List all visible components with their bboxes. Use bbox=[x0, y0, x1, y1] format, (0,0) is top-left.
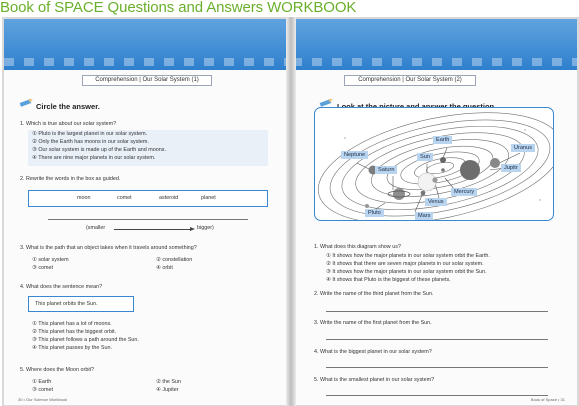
question-3: 3. Write the name of the first planet from the Sun. bbox=[314, 320, 432, 326]
question-1: 1. Which is true about our solar system? bbox=[20, 121, 117, 127]
option[interactable]: ④ It shows that Pluto is the biggest of these planets. bbox=[326, 277, 451, 283]
word: moon bbox=[77, 195, 91, 201]
answer-line[interactable] bbox=[326, 339, 548, 340]
label-pluto: Pluto bbox=[365, 209, 384, 217]
label-mars: Mars bbox=[415, 212, 433, 220]
smaller-label: (smaller bbox=[86, 225, 106, 231]
answer-line bbox=[48, 219, 248, 220]
bigger-label: bigger) bbox=[197, 225, 214, 231]
option[interactable]: ① This planet has a lot of moons. bbox=[32, 321, 112, 327]
answer-line[interactable] bbox=[326, 311, 548, 312]
option[interactable]: ③ comet bbox=[32, 387, 54, 393]
workbook-spread bbox=[2, 17, 579, 406]
arrow-head-icon bbox=[190, 227, 195, 231]
sentence: This planet orbits the Sun. bbox=[35, 301, 98, 307]
jupiter-icon bbox=[460, 160, 480, 180]
option[interactable]: ① solar system bbox=[32, 257, 69, 263]
word-box bbox=[28, 190, 268, 207]
solar-system-diagram bbox=[314, 107, 554, 221]
book-spine bbox=[286, 17, 296, 406]
pluto-icon bbox=[365, 204, 369, 208]
option[interactable]: ② Only the Earth has moons in our solar system. bbox=[32, 139, 149, 145]
label-neptune: Neptune bbox=[341, 151, 368, 159]
option[interactable]: ① It shows how the major planets in our solar system orbit the Earth. bbox=[326, 253, 490, 259]
question-3: 3. What is the path that an object takes when it travels around something? bbox=[20, 245, 197, 251]
pencil-icon bbox=[20, 99, 34, 106]
question-5: 5. What is the smallest planet in our solar system? bbox=[314, 377, 435, 383]
banner-title: Book of SPACE Questions and Answers WORKBOOK bbox=[0, 0, 357, 16]
venus-icon bbox=[432, 177, 437, 182]
label-earth: Earth bbox=[433, 136, 452, 144]
label-sun: Sun bbox=[417, 153, 433, 161]
option[interactable]: ④ This planet passes by the Sun. bbox=[32, 345, 112, 351]
star-icon bbox=[344, 137, 345, 138]
left-page bbox=[4, 19, 290, 405]
uranus-icon bbox=[490, 158, 500, 168]
mars-icon bbox=[421, 191, 426, 196]
direction-arrow bbox=[114, 229, 190, 230]
option[interactable]: ④ Jupiter bbox=[156, 387, 179, 393]
option[interactable]: ② This planet has the biggest orbit. bbox=[32, 329, 117, 335]
label-mercury: Mercury bbox=[451, 188, 477, 196]
section-header: Comprehension | Our Solar System (2) bbox=[344, 75, 476, 86]
option[interactable]: ① Earth bbox=[32, 379, 52, 385]
option[interactable]: ③ This planet follows a path around the Sun. bbox=[32, 337, 139, 343]
label-saturn: Saturn bbox=[375, 166, 397, 174]
earth-icon bbox=[440, 157, 446, 163]
star-icon bbox=[539, 199, 540, 200]
saturn-icon bbox=[393, 188, 405, 200]
question-2: 2. Write the name of the third planet from the Sun. bbox=[314, 291, 434, 297]
option[interactable]: ④ orbit bbox=[156, 265, 173, 271]
right-page bbox=[292, 19, 577, 405]
word: comet bbox=[117, 195, 132, 201]
option[interactable]: ② the Sun bbox=[156, 379, 181, 385]
instruction: Circle the answer. bbox=[36, 102, 100, 111]
sun-icon bbox=[418, 173, 436, 191]
option[interactable]: ④ There are nine major planets in our solar system. bbox=[32, 155, 156, 161]
page-footer: 30 • Our Science Workbook bbox=[18, 397, 68, 402]
page-footer: Book of Space • 31 bbox=[530, 397, 565, 402]
question-4: 4. What is the biggest planet in our solar system? bbox=[314, 349, 432, 355]
sentence-box bbox=[28, 296, 134, 312]
question-2: 2. Rewrite the words in the box as guided. bbox=[20, 176, 121, 182]
label-uranus: Uranus bbox=[511, 144, 535, 152]
question-4: 4. What does the sentence mean? bbox=[20, 284, 103, 290]
pencil-icon bbox=[320, 99, 334, 106]
option[interactable]: ③ comet bbox=[32, 265, 54, 271]
option[interactable]: ① Pluto is the largest planet in our solar system. bbox=[32, 131, 148, 137]
question-5: 5. Where does the Moon orbit? bbox=[20, 367, 95, 373]
star-icon bbox=[524, 129, 525, 130]
option[interactable]: ② constellation bbox=[156, 257, 193, 263]
mercury-icon bbox=[441, 168, 445, 172]
answer-line[interactable] bbox=[326, 367, 548, 368]
label-venus: Venus bbox=[425, 198, 447, 206]
question-1: 1. What does this diagram show us? bbox=[314, 244, 401, 250]
word: asteroid bbox=[159, 195, 179, 201]
word: planet bbox=[201, 195, 216, 201]
option[interactable]: ③ Our solar system is made up of the Earth and moons. bbox=[32, 147, 166, 153]
page-header-band bbox=[4, 19, 290, 70]
label-jupiter: Jupitr bbox=[501, 164, 521, 172]
page-header-band bbox=[292, 19, 577, 70]
option[interactable]: ③ It shows how the major planets in our solar system orbit the Sun. bbox=[326, 269, 487, 275]
answer-line[interactable] bbox=[326, 395, 548, 396]
option[interactable]: ② It shows that there are seven major planets in our solar system. bbox=[326, 261, 484, 267]
section-header: Comprehension | Our Solar System (1) bbox=[82, 75, 212, 86]
